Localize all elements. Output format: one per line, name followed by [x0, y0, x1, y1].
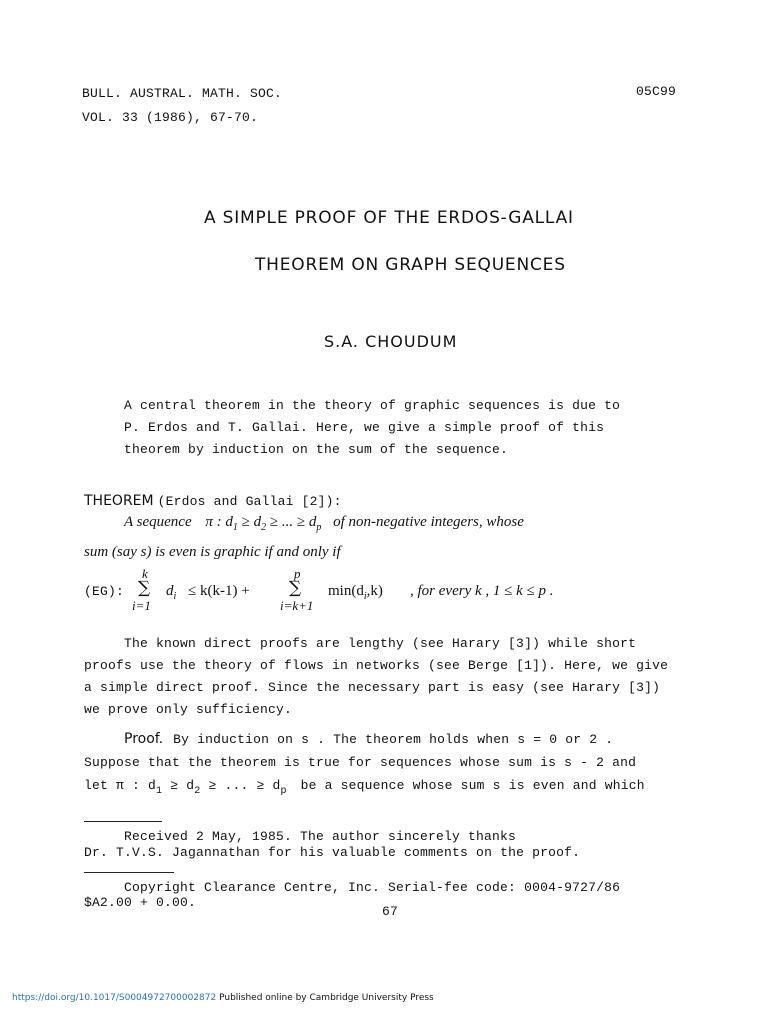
sum1-lower: i=1 [132, 598, 151, 613]
sum1-term: $d_i$ [166, 583, 177, 602]
body-p1-line-4: we prove only sufficiency. [84, 702, 293, 717]
page-number: 67 [382, 904, 399, 919]
proof-heading: Proof. [124, 731, 164, 747]
body-p1-line-3: a simple direct proof. Since the necessary part is easy (see Harary [3]) [84, 680, 661, 695]
abstract-line-1: A central theorem in the theory of graphic sequences is due to [124, 398, 621, 413]
proof-line-1 [124, 730, 613, 748]
abstract-line-2: P. Erdos and T. Gallai. Here, we give a simple proof of this [124, 420, 605, 435]
proof-line-1-text: By induction on s . The theorem holds when s = 0 or 2 . [173, 732, 614, 747]
theorem-line-1-rest: of non-negative integers, whose [333, 514, 524, 530]
proof-line-3-a: let π : d [84, 778, 157, 793]
proof-line-2: Suppose that the theorem is true for sequences whose sum is s - 2 and [84, 755, 637, 770]
pi-symbol: π : d [205, 514, 233, 530]
title-line-2: THEOREM ON GRAPH SEQUENCES [255, 255, 566, 275]
proof-line-3-b: be a sequence whose sum s is even and which [300, 778, 645, 793]
sum2-term: $\min(d_i,k)$ [328, 583, 383, 602]
proof-line-3: let π : $d_1 \ge d_2$ ≥ ... ≥ $d_p$ be a sequence whose sum s is even and which [84, 778, 645, 797]
footnote-received-1: Received 2 May, 1985. The author sincerely thanks [124, 829, 517, 844]
theorem-line-1 [124, 514, 524, 531]
published-note: Published online by Cambridge University Press [219, 993, 434, 1003]
eg-label: (EG): [84, 584, 125, 599]
body-p1-line-1: The known direct proofs are lengthy (see Harary [3]) while short [124, 636, 637, 651]
footnote-received-2: Dr. T.V.S. Jagannathan for his valuable comments on the proof. [84, 845, 581, 860]
title-line-1: A SIMPLE PROOF OF THE ERDOS-GALLAI [204, 208, 574, 228]
footnote-rule-2 [84, 872, 174, 873]
copyright-line-1: Copyright Clearance Centre, Inc. Serial-fee code: 0004-9727/86 [124, 880, 621, 895]
classification-code: 05C99 [636, 84, 677, 99]
theorem-line-2: sum (say s) is even is graphic if and only if [84, 544, 341, 560]
body-p1-line-2: proofs use the theory of flows in networks (see Berge [1]). Here, we give [84, 658, 669, 673]
theorem-heading: THEOREM [84, 493, 154, 509]
author-name: S.A. CHOUDUM [324, 332, 458, 351]
sum-symbol-1: ∑ [138, 578, 151, 598]
abstract-line-3: theorem by induction on the sum of the sequence. [124, 442, 509, 457]
sum1-upper: k [142, 566, 148, 581]
footnote-rule-1 [84, 821, 162, 822]
eg-tail: , for every k , 1 ≤ k ≤ p . [410, 583, 554, 599]
theorem-heading-row [84, 492, 342, 510]
volume-info: VOL. 33 (1986), 67-70. [82, 110, 259, 125]
sum2-lower: i=k+1 [280, 598, 314, 613]
sum2-upper: p [294, 566, 301, 581]
eg-formula [84, 566, 684, 616]
copyright-line-2: $A2.00 + 0.00. [84, 895, 197, 910]
eg-middle: ≤ k(k-1) + [188, 583, 250, 599]
theorem-attribution: (Erdos and Gallai [2]): [157, 494, 342, 509]
sum-symbol-2: ∑ [289, 578, 302, 598]
doi-link[interactable]: https://doi.org/10.1017/S0004972700002872 [12, 993, 217, 1003]
theorem-sequence: π : $d_1 \ge d_2$ ≥ ... ≥ $d_p$ [205, 514, 322, 533]
journal-name: BULL. AUSTRAL. MATH. SOC. [82, 86, 283, 101]
footer [12, 993, 434, 1003]
theorem-line-1-a: A sequence [124, 514, 192, 530]
